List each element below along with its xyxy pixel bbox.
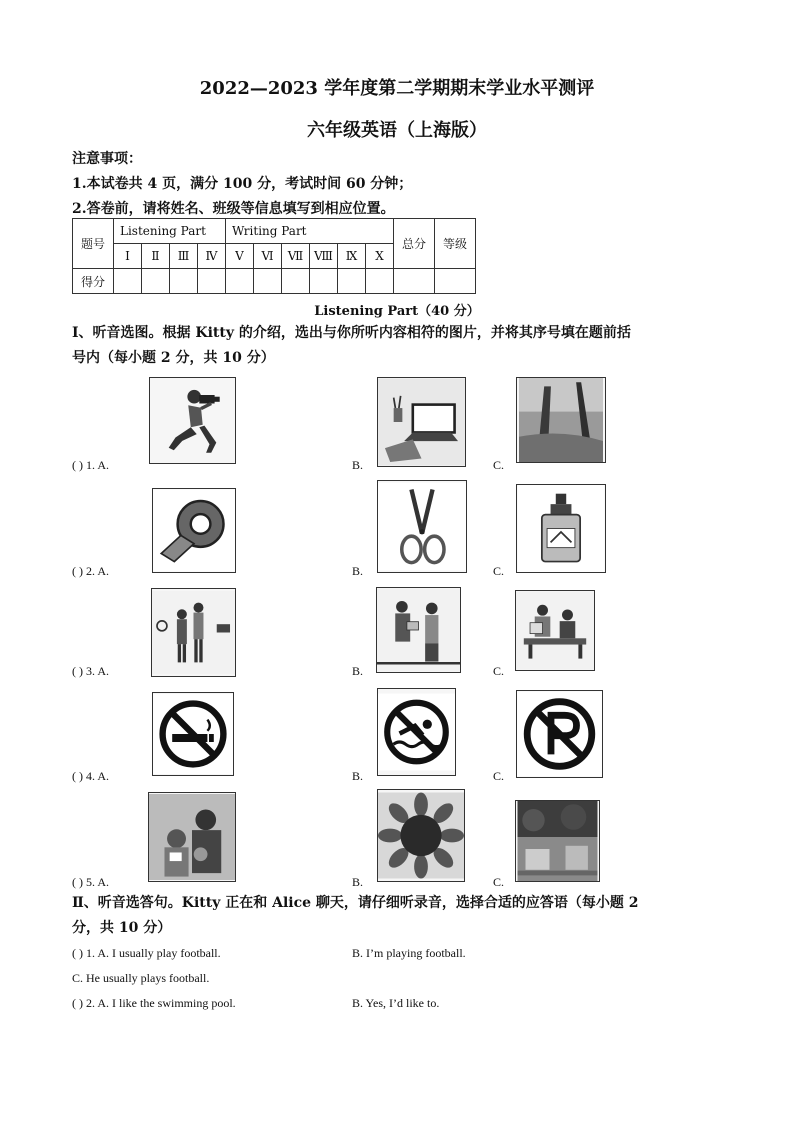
listening-part-title: Listening Part（40 分） bbox=[314, 304, 480, 319]
score-row-label: 得分 bbox=[73, 269, 114, 294]
score-cell[interactable] bbox=[338, 269, 366, 294]
col-header: Ⅶ bbox=[282, 244, 310, 269]
col-header: Ⅸ bbox=[338, 244, 366, 269]
people-bench-icon[interactable] bbox=[515, 590, 595, 671]
score-cell[interactable] bbox=[435, 269, 476, 294]
people-street-icon[interactable] bbox=[151, 588, 236, 677]
people-reading-icon[interactable] bbox=[376, 587, 461, 673]
score-cell[interactable] bbox=[254, 269, 282, 294]
col-header: Ⅵ bbox=[254, 244, 282, 269]
question-1-label: ( ) 1. A. bbox=[72, 458, 109, 472]
laptop-desk-icon[interactable] bbox=[377, 377, 466, 467]
section-1-instruction-line-2: 号内（每小题 2 分，共 10 分） bbox=[72, 350, 275, 366]
notes-line-2: 2.答卷前，请将姓名、班级等信息填写到相应位置。 bbox=[72, 201, 395, 217]
score-cell[interactable] bbox=[226, 269, 254, 294]
score-cell[interactable] bbox=[142, 269, 170, 294]
col-header: Ⅲ bbox=[170, 244, 198, 269]
col-header: Ⅷ bbox=[310, 244, 338, 269]
total-header: 总分 bbox=[394, 219, 435, 269]
col-header: Ⅰ bbox=[114, 244, 142, 269]
listening-part-header: Listening Part bbox=[114, 219, 226, 244]
photographer-icon[interactable] bbox=[149, 377, 236, 464]
score-cell[interactable] bbox=[114, 269, 142, 294]
option-b-label: B. bbox=[352, 875, 364, 889]
glue-bottle-icon[interactable] bbox=[516, 484, 606, 573]
q1-option-a: ( ) 1. A. I usually play football. bbox=[72, 946, 221, 960]
garden-photo-icon[interactable] bbox=[515, 800, 600, 882]
forest-photo-icon[interactable] bbox=[516, 377, 606, 463]
option-c-label: C. bbox=[493, 769, 505, 783]
col-header: Ⅹ bbox=[366, 244, 394, 269]
scissors-icon[interactable] bbox=[377, 480, 467, 573]
score-cell[interactable] bbox=[282, 269, 310, 294]
no-parking-icon[interactable] bbox=[516, 690, 603, 778]
option-c-label: C. bbox=[493, 875, 505, 889]
notes-heading: 注意事项： bbox=[72, 151, 142, 167]
option-b-label: B. bbox=[352, 458, 364, 472]
option-c-label: C. bbox=[493, 664, 505, 678]
no-smoking-icon[interactable] bbox=[152, 692, 234, 776]
score-cell[interactable] bbox=[198, 269, 226, 294]
option-b-label: B. bbox=[352, 769, 364, 783]
option-b-label: B. bbox=[352, 564, 364, 578]
score-table bbox=[72, 218, 476, 294]
tape-roll-icon[interactable] bbox=[152, 488, 236, 573]
notes-line-1: 1.本试卷共 4 页，满分 100 分，考试时间 60 分钟； bbox=[72, 176, 413, 192]
family-photo-icon[interactable] bbox=[148, 792, 236, 882]
col-header: Ⅴ bbox=[226, 244, 254, 269]
score-cell[interactable] bbox=[170, 269, 198, 294]
q2-option-b: B. Yes, I’d like to. bbox=[352, 996, 440, 1010]
q1-option-b: B. I’m playing football. bbox=[352, 946, 466, 960]
score-cell[interactable] bbox=[394, 269, 435, 294]
question-4-label: ( ) 4. A. bbox=[72, 769, 109, 783]
option-b-label: B. bbox=[352, 664, 364, 678]
section-1-instruction-line-1: Ⅰ、听音选图。根据 Kitty 的介绍，选出与你所听内容相符的图片，并将其序号填在题前括 bbox=[72, 325, 631, 341]
option-c-label: C. bbox=[493, 458, 505, 472]
q2-option-a: ( ) 2. A. I like the swimming pool. bbox=[72, 996, 236, 1010]
col-header: Ⅳ bbox=[198, 244, 226, 269]
table-row-label: 题号 bbox=[73, 219, 114, 269]
writing-part-header: Writing Part bbox=[226, 219, 394, 244]
col-header: Ⅱ bbox=[142, 244, 170, 269]
no-swimming-icon[interactable] bbox=[377, 688, 456, 776]
q1-option-c: C. He usually plays football. bbox=[72, 971, 210, 985]
question-5-label: ( ) 5. A. bbox=[72, 875, 109, 889]
page-title: 2022—2023 学年度第二学期期末学业水平测评 bbox=[199, 78, 595, 99]
grade-header: 等级 bbox=[435, 219, 476, 269]
sunflower-photo-icon[interactable] bbox=[377, 789, 465, 882]
section-2-instruction-line-2: 分，共 10 分） bbox=[72, 920, 172, 936]
score-cell[interactable] bbox=[310, 269, 338, 294]
score-cell[interactable] bbox=[366, 269, 394, 294]
option-c-label: C. bbox=[493, 564, 505, 578]
page-subtitle: 六年级英语（上海版） bbox=[307, 120, 487, 141]
question-2-label: ( ) 2. A. bbox=[72, 564, 109, 578]
question-3-label: ( ) 3. A. bbox=[72, 664, 109, 678]
section-2-instruction-line-1: Ⅱ、听音选答句。Kitty 正在和 Alice 聊天，请仔细听录音，选择合适的应答语（每小题 2 bbox=[72, 895, 639, 911]
